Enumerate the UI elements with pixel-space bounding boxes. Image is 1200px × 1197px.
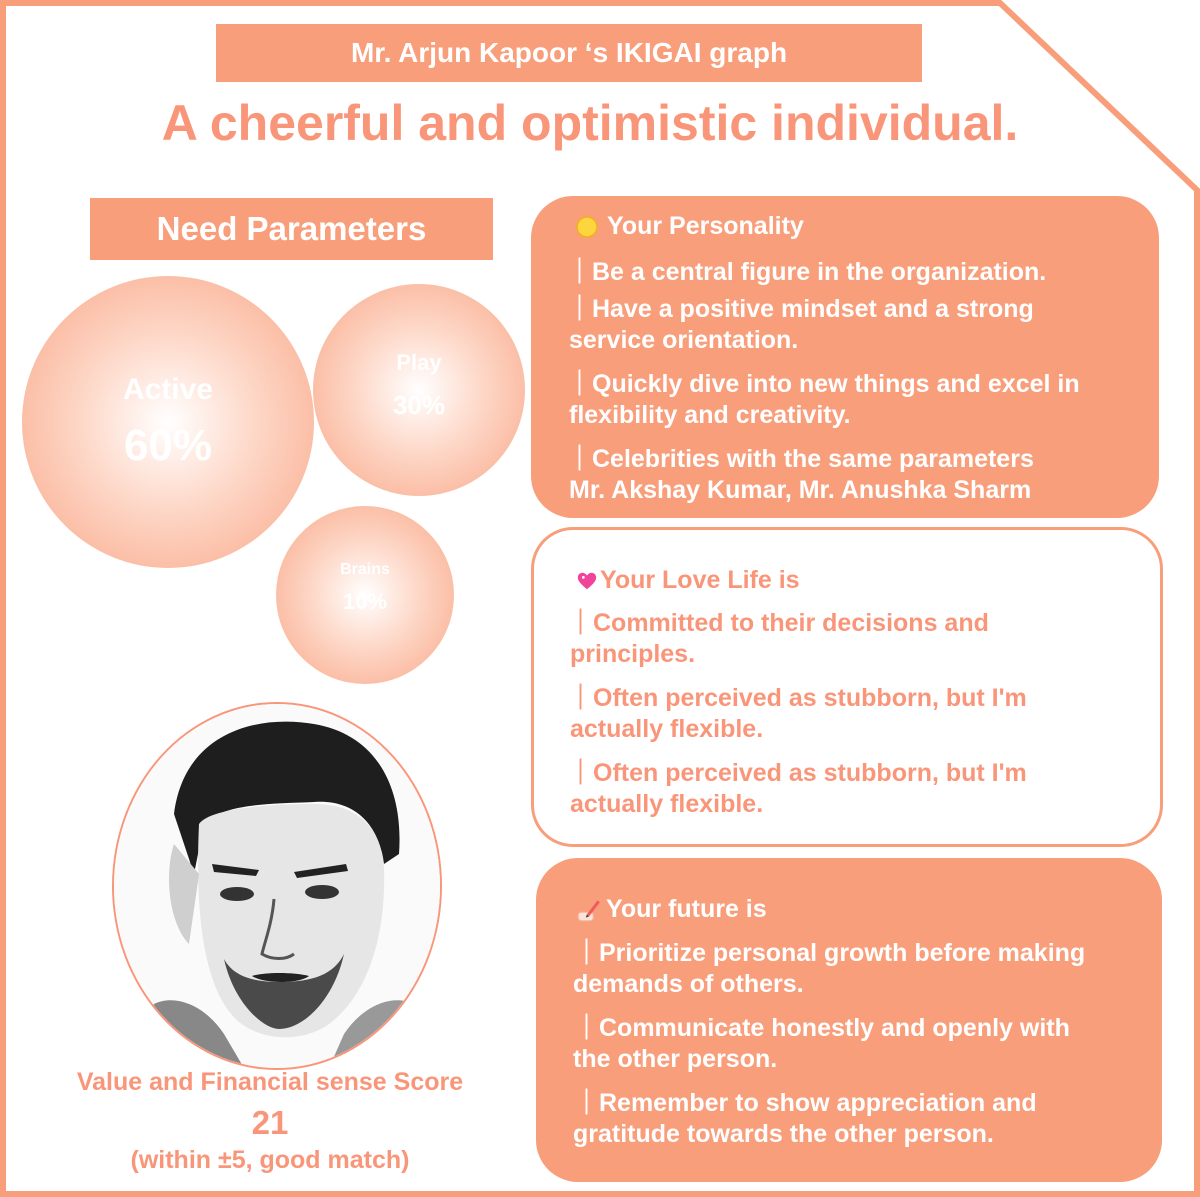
title-banner [216,24,922,82]
play-label: Play [396,349,442,375]
future-line: the other person. [573,1045,778,1073]
personality-line: ｜Be a central figure in the organization. [567,258,1047,286]
love-heading [576,566,800,595]
active-label: Active [122,373,214,406]
yellow-circle-icon [575,215,599,239]
love-line: actually flexible. [570,790,764,818]
love-line: principles. [570,640,696,668]
headline: A cheerful and optimistic individual. [161,95,1019,151]
personality-line: flexibility and creativity. [569,401,851,429]
future-line: ｜Remember to show appreciation and [574,1089,1037,1117]
play-value: 30% [392,389,446,420]
personality-line: Mr. Akshay Kumar, Mr. Anushka Sharm [569,476,1032,504]
love-line: actually flexible. [570,715,764,743]
love-line: ｜Committed to their decisions and [568,609,989,637]
personality-line: service orientation. [569,326,799,354]
love-line: ｜Often perceived as stubborn, but I'm [568,684,1027,712]
personality-line: ｜Celebrities with the same parameters [567,445,1034,473]
portrait-photo [112,702,442,1070]
love-line: ｜Often perceived as stubborn, but I'm [568,759,1027,787]
portrait-illustration [114,704,440,1068]
future-line: gratitude towards the other person. [573,1120,994,1148]
future-card [536,858,1162,1182]
active-bubble [22,276,314,568]
future-heading [576,895,767,924]
play-bubble [313,284,525,496]
love-life-card [531,527,1163,847]
need-parameters-title: Need Parameters [156,210,427,247]
active-value: 60% [123,421,213,470]
personality-heading-text: Your Personality [607,212,804,240]
brains-value: 10% [342,589,388,614]
future-line: ｜Prioritize personal growth before making [574,939,1086,967]
writing-hand-icon [576,897,602,923]
future-line: demands of others. [573,970,804,998]
personality-heading [575,212,804,241]
need-parameters-banner [90,198,493,260]
future-line: ｜Communicate honestly and openly with [574,1014,1070,1042]
title-banner-text: Mr. Arjun Kapoor ‘s IKIGAI graph [350,37,788,68]
love-heading-text: Your Love Life is [600,566,800,594]
score-label: Value and Financial sense Score [76,1068,464,1096]
personality-line: ｜Have a positive mindset and a strong [567,295,1034,323]
score-note: (within ±5, good match) [130,1146,410,1174]
personality-line: ｜Quickly dive into new things and excel in [567,370,1080,398]
brains-bubble [276,506,454,684]
score-value: 21 [251,1104,289,1141]
brains-label: Brains [340,561,390,578]
personality-card [531,196,1159,518]
future-heading-text: Your future is [606,895,767,923]
sparkling-heart-icon [576,570,598,592]
